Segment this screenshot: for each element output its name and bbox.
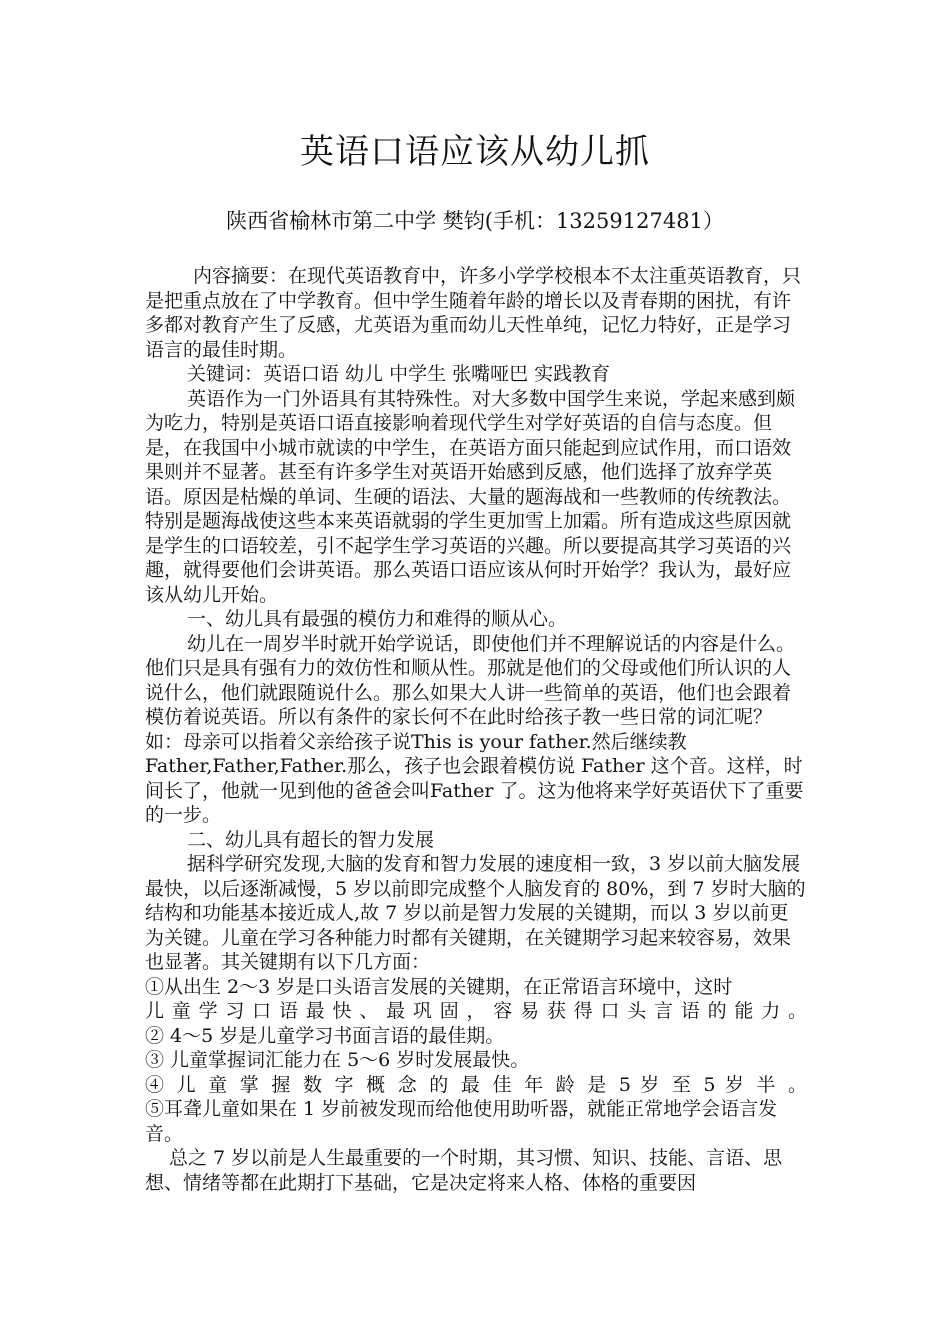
list-item: ④ 儿 童 掌 握 数 字 概 念 的 最 佳 年 龄 是 5 岁 至 5 岁 半 。 xyxy=(145,1073,807,1096)
list-item: ③ 儿童掌握词汇能力在 5～6 岁时发展最快。 xyxy=(145,1049,530,1071)
keywords-paragraph: 关键词：英语口语 幼儿 中学生 张嘴哑巴 实践教育 xyxy=(187,363,611,385)
section-heading: 一、幼儿具有最强的模仿力和难得的顺从心。 xyxy=(187,608,568,630)
list-item: ② 4～5 岁是儿童学习书面言语的最佳期。 xyxy=(145,1024,505,1047)
document-title: 英语口语应该从幼儿抓 xyxy=(300,132,650,172)
body-paragraph: 英语作为一门外语具有其特殊性。对大多数中国学生来说，学起来感到颇为吃力，特别是英语口语直接影响着现代学生对学好英语的自信与态度。但是，在我国中小城市就读的中学生，在英语方面只能起到应试作用，而口语效果则并不显著。甚至有许多学生对英语开始感到反感，他们选择了放弃学英语。原因是枯燥的单词、生硬的语法、大量的题海战和一些教师的传统教法。特别是题海战使这些本来英语就弱的学生更加雪上加霜。所有造成这些原因就是学生的口语较差，引不起学生学习英语的兴趣。所以要提高其学习英语的兴趣，就得要他们会讲英语。那么英语口语应该从何时开始学？我认为，最好应该从幼儿开始。 xyxy=(145,387,796,606)
body-paragraph: 幼儿在一周岁半时就开始学说话，即使他们并不理解说话的内容是什么。他们只是具有强有力的效仿性和顺从性。那就是他们的父母或他们所认识的人说什么，他们就跟随说什么。那么如果大人讲一些简单的英语，他们也会跟着模仿着说英语。所以有条件的家长何不在此时给孩子教一些日常的词汇呢？如：母亲可以指着父亲给孩子说This is your father.然后继续教 Father,Father,Father.那么，孩子也会跟着模仿说 Father 这个音。这样，时间长了，他就一见到他的爸爸会叫Father 了。这为他将来学好英语伏下了重要的一步。 xyxy=(145,632,804,826)
list-item-continuation: 儿童学习口语最快、最巩固，容易获得口头言语的能力。 xyxy=(145,1000,807,1022)
body-paragraph: 总之 7 岁以前是人生最重要的一个时期，其习惯、知识、技能、言语、思想、情绪等都在此期打下基础，它是决定将来人格、体格的重要因 xyxy=(145,1147,783,1194)
document-body xyxy=(145,264,807,1195)
author-line: 陕西省榆林市第二中学 樊钧(手机：13259127481） xyxy=(226,209,724,233)
list-item: ①从出生 2～3 岁是口头语言发展的关键期，在正常语言环境中，这时 xyxy=(145,975,733,998)
abstract-paragraph: 内容摘要：在现代英语教育中，许多小学学校根本不太注重英语教育，只是把重点放在了中学教育。但中学生随着年龄的增长以及青春期的困扰，有许多都对教育产生了反感，尤英语为重而幼儿天性单纯，记忆力特好，正是学习语言的最佳时期。 xyxy=(145,265,802,361)
list-item: ⑤耳聋儿童如果在 1 岁前被发现而给他使用助听器，就能正常地学会语言发音。 xyxy=(145,1098,778,1145)
body-paragraph: 据科学研究发现,大脑的发育和智力发展的速度相一致，3 岁以前大脑发展最快，以后逐渐减慢，5 岁以前即完成整个人脑发育的 80%，到 7 岁时大脑的结构和功能基本接近成人,故 7 岁以前是智力发展的关键期，而以 3 岁以前更为关键。儿童在学习各种能力时都有关键期，在关键期学习起来较容易，效果也显著。其关键期有以下几方面： xyxy=(145,853,806,973)
section-heading: 二、幼儿具有超长的智力发展 xyxy=(187,828,435,851)
